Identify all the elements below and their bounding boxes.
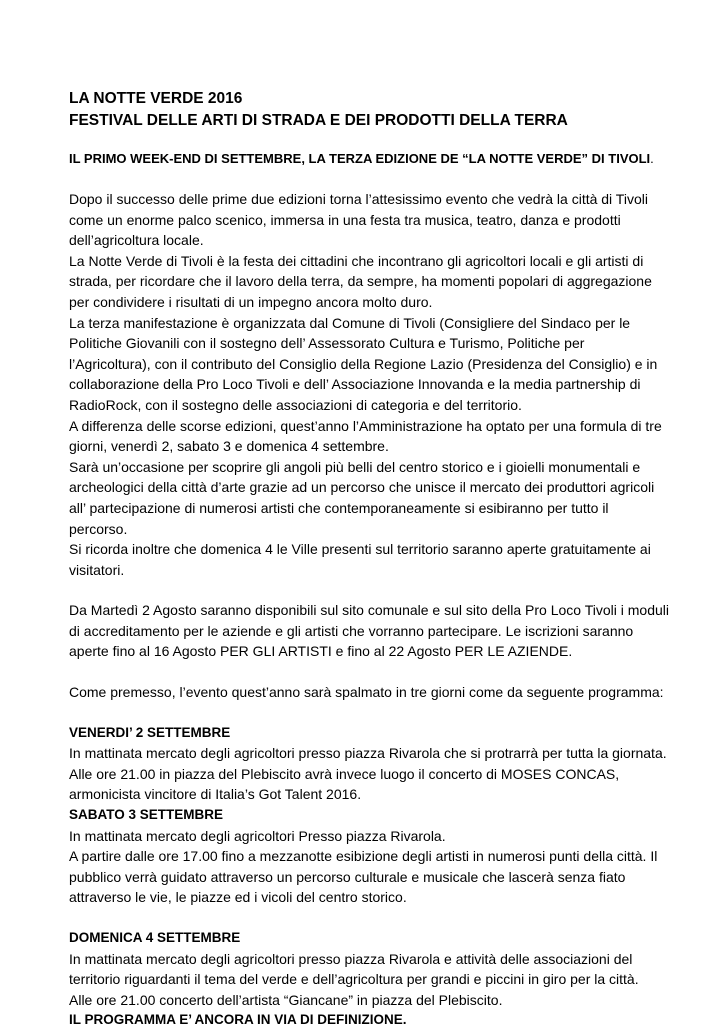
- subtitle-period: .: [650, 151, 654, 166]
- program-line: A partire dalle ore 17.00 fino a mezzanotte esibizione degli artisti in numerosi punti della città. Il pubblico verrà guidato attraverso un percorso culturale e musicale che lascerà senza fiato attraverso le vie, le piazze ed i vicoli del centro storico.: [69, 848, 658, 906]
- program-line: In mattinata mercato degli agricoltori Presso piazza Rivarola.: [69, 827, 446, 844]
- program-line: In mattinata mercato degli agricoltori presso piazza Rivarola che si protrarrà per tutta la giornata.: [69, 745, 667, 762]
- document-subtitle: [69, 149, 669, 169]
- intro-paragraph: A differenza delle scorse edizioni, quest’anno l’Amministrazione ha optato per una formula di tre giorni, venerdì 2, sabato 3 e domenica 4 settembre.: [69, 417, 662, 455]
- program-sunday: [69, 928, 669, 1031]
- intro-paragraph: La terza manifestazione è organizzata dal Comune di Tivoli (Consigliere del Sindaco per le Politiche Giovanili con il sostegno dell’ Assessorato Cultura e Turismo, Politiche per l’Agricoltura), con il contributo del Consiglio della Regione Lazio (Presidenza del Consiglio) e in collaborazione della Pro Loco Tivoli e dell’ Associazione Innovanda e la media partnership di RadioRock, con il sostegno delle associazioni di categoria e del territorio.: [69, 314, 658, 413]
- program-intro: Come premesso, l’evento quest’anno sarà spalmato in tre giorni come da seguente programma:: [69, 684, 664, 701]
- intro-paragraph: Dopo il successo delle prime due edizioni torna l’attesissimo evento che vedrà la città di Tivoli come un enorme palco scenico, immersa in una festa tra musica, teatro, danza e prodotti dell’agricoltura locale.: [69, 191, 648, 249]
- intro-paragraph: La Notte Verde di Tivoli è la festa dei cittadini che incontrano gli agricoltori locali e gli artisti di strada, per ricordare che il lavoro della terra, da sempre, ha momenti popolari di aggregazione per condividere i risultati di un impegno ancora molto duro.: [69, 252, 652, 310]
- title-line-1: LA NOTTE VERDE 2016: [69, 90, 243, 107]
- closing-note: IL PROGRAMMA E’ ANCORA IN VIA DI DEFINIZIONE.: [69, 1012, 407, 1028]
- intro-section: [69, 189, 669, 580]
- program-saturday: [69, 805, 669, 908]
- day-heading-saturday: SABATO 3 SETTEMBRE: [69, 807, 224, 823]
- registration-paragraph: Da Martedì 2 Agosto saranno disponibili sul sito comunale e sul sito della Pro Loco Tivoli i moduli di accreditamento per le aziende e gli artisti che vorranno partecipare. Le iscrizioni saranno aperte fino al 16 Agosto PER GLI ARTISTI e fino al 22 Agosto PER LE AZIENDE.: [69, 602, 669, 660]
- day-heading-friday: VENERDI’ 2 SETTEMBRE: [69, 724, 231, 740]
- document-title: [69, 88, 669, 132]
- program-line: Alle ore 21.00 concerto dell’artista “Giancane” in piazza del Plebiscito.: [69, 991, 503, 1008]
- document-page: [69, 88, 669, 1031]
- day-heading-sunday: DOMENICA 4 SETTEMBRE: [69, 930, 241, 945]
- intro-paragraph: Si ricorda inoltre che domenica 4 le Ville presenti sul territorio saranno aperte gratuitamente ai visitatori.: [69, 541, 651, 578]
- subtitle-text: IL PRIMO WEEK-END DI SETTEMBRE, LA TERZA EDIZIONE DE “LA NOTTE VERDE” DI TIVOLI: [69, 151, 651, 166]
- title-line-2: FESTIVAL DELLE ARTI DI STRADA E DEI PRODOTTI DELLA TERRA: [69, 112, 568, 129]
- program-line: Alle ore 21.00 in piazza del Plebiscito avrà invece luogo il concerto di MOSES CONCAS, armonicista vincitore di Italia’s Got Talent 2016.: [69, 765, 620, 803]
- program-line: In mattinata mercato degli agricoltori presso piazza Rivarola e attività delle associazioni del territorio riguardanti il tema del verde e dell’agricoltura per grandi e piccini in giro per la città.: [69, 950, 639, 988]
- intro-paragraph: Sarà un’occasione per scoprire gli angoli più belli del centro storico e i gioielli monumentali e archeologici della città d’arte grazie ad un percorso che unisce il mercato dei produttori agricoli all’ partecipazione di numerosi artisti che contemporaneamente si esibiranno per tutto il percorso.: [69, 458, 655, 537]
- program-friday: [69, 723, 669, 805]
